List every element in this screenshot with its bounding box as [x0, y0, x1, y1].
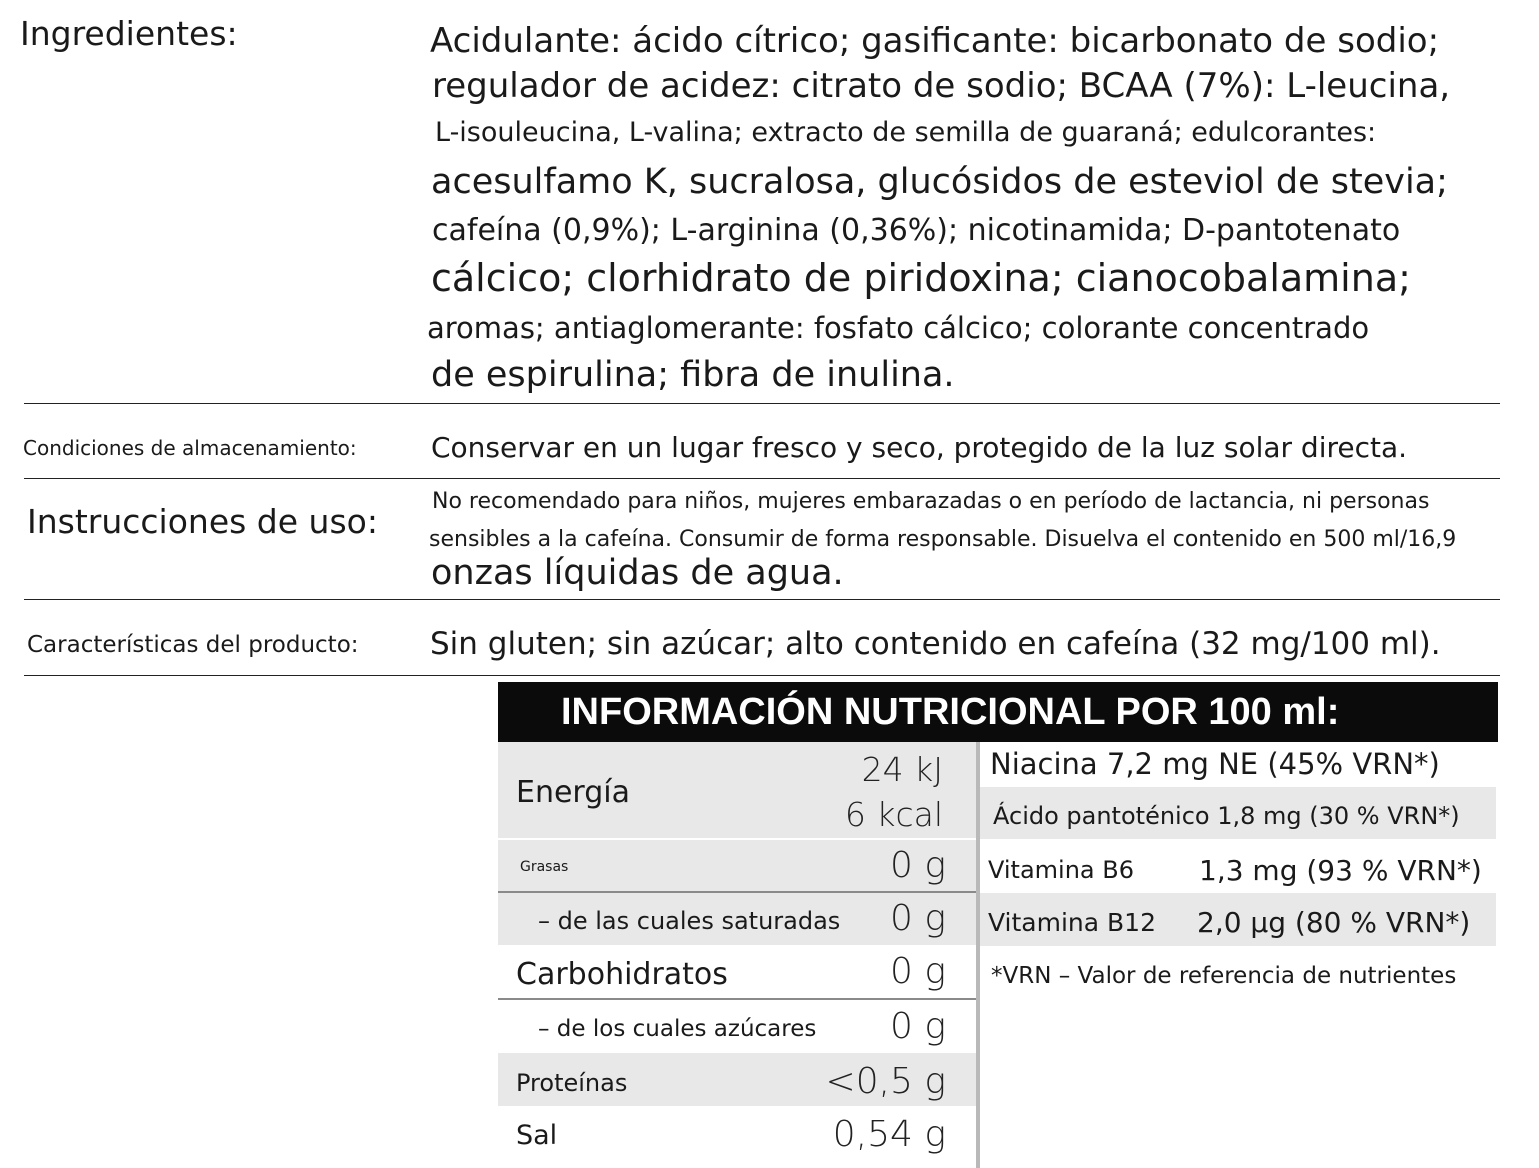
vitamin-footnote-row	[980, 946, 1496, 1006]
usage-line: No recomendado para niños, mujeres embarazadas o en período de lactancia, ni personas	[432, 489, 1430, 514]
divider	[24, 599, 1500, 600]
vitamin-b6-name: Vitamina B6	[988, 856, 1135, 884]
vitamin-row	[980, 742, 1496, 786]
nutrition-row	[498, 840, 976, 891]
ingredients-line: cafeína (0,9%); L-arginina (0,36%); nicotinamida; D-pantotenato	[432, 213, 1401, 248]
nutrition-row-energy	[498, 742, 976, 838]
divider	[24, 478, 1500, 479]
nutrition-row	[498, 1106, 976, 1168]
nutrition-row	[498, 1053, 976, 1106]
vitamin-row	[980, 840, 1496, 893]
nutrition-value: 0 g	[890, 898, 946, 939]
usage-line: sensibles a la cafeína. Consumir de forma responsable. Disuelva el contenido en 500 ml/16,9	[429, 527, 1457, 552]
nutrition-value: <0,5 g	[825, 1061, 946, 1102]
vitamin-b12-name: Vitamina B12	[988, 908, 1156, 937]
vitamin-row	[980, 893, 1496, 946]
nutrition-name: Carbohidratos	[516, 957, 728, 992]
usage-line: onzas líquidas de agua.	[431, 553, 844, 593]
nutrition-name: Energía	[516, 775, 630, 810]
vitamin-footnote: *VRN – Valor de referencia de nutrientes	[991, 963, 1457, 989]
ingredients-line: cálcico; clorhidrato de piridoxina; cianocobalamina;	[431, 256, 1411, 300]
ingredients-line: aromas; antiaglomerante: fosfato cálcico; colorante concentrado	[427, 311, 1370, 345]
usage-label: Instrucciones de uso:	[27, 502, 378, 541]
ingredients-line: L-isouleucina, L-valina; extracto de semilla de guaraná; edulcorantes:	[435, 117, 1377, 148]
nutrition-value: 0,54 g	[832, 1114, 946, 1155]
ingredients-line: Acidulante: ácido cítrico; gasificante: bicarbonato de sodio;	[430, 21, 1440, 61]
vitamin-b6-value: 1,3 mg (93 % VRN*)	[1199, 854, 1482, 887]
vitamin-row	[980, 787, 1496, 839]
nutrition-name: Proteínas	[516, 1069, 628, 1097]
nutrition-value: 0 g	[890, 845, 946, 886]
nutrition-row	[498, 1000, 976, 1052]
nutrition-row	[498, 893, 976, 945]
vitamin-pantotenico: Ácido pantoténico 1,8 mg (30 % VRN*)	[993, 802, 1460, 830]
nutrition-value: 0 g	[890, 951, 946, 992]
characteristics-text: Sin gluten; sin azúcar; alto contenido en cafeína (32 mg/100 ml).	[430, 626, 1441, 662]
vitamin-b12-value: 2,0 µg (80 % VRN*)	[1197, 906, 1471, 939]
divider	[24, 403, 1500, 404]
storage-label: Condiciones de almacenamiento:	[23, 436, 357, 460]
ingredients-line: regulador de acidez: citrato de sodio; BCAA (7%): L-leucina,	[432, 66, 1451, 106]
nutrition-value-kcal: 6 kcal	[844, 795, 943, 834]
nutrition-title: INFORMACIÓN NUTRICIONAL POR 100 ml:	[498, 682, 1498, 742]
nutrition-value: 0 g	[890, 1006, 946, 1047]
storage-text: Conservar en un lugar fresco y seco, protegido de la luz solar directa.	[431, 431, 1408, 464]
nutrition-row	[498, 945, 976, 998]
characteristics-label: Características del producto:	[27, 632, 359, 658]
nutrition-name: – de los cuales azúcares	[538, 1016, 817, 1042]
nutrition-name: – de las cuales saturadas	[538, 907, 841, 935]
nutrition-name: Sal	[516, 1120, 558, 1151]
ingredients-line: acesulfamo K, sucralosa, glucósidos de esteviol de stevia;	[431, 162, 1448, 202]
nutrition-name: Grasas	[520, 859, 569, 875]
ingredients-label: Ingredientes:	[20, 14, 238, 53]
ingredients-line: de espirulina; fibra de inulina.	[431, 355, 955, 395]
vitamin-niacina: Niacina 7,2 mg NE (45% VRN*)	[990, 747, 1440, 781]
nutrition-value-kj: 24 kJ	[861, 750, 943, 789]
divider	[24, 675, 1500, 676]
